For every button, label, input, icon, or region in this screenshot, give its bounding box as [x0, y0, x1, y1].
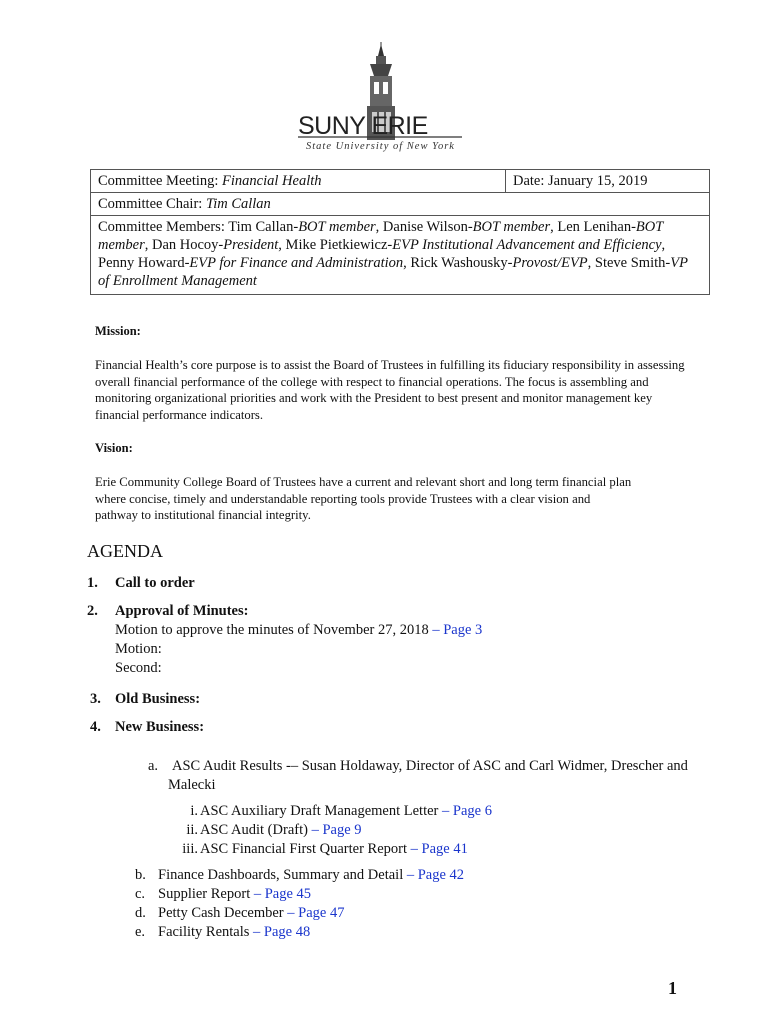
sub-a-i-text: ASC Auxiliary Draft Management Letter – Page 6 [200, 803, 492, 819]
member-separator: , [661, 237, 666, 253]
member-name: Dan Hocoy- [151, 237, 224, 253]
member-role: President [223, 237, 279, 253]
member-separator: , [587, 255, 595, 271]
member-separator: , [278, 237, 286, 253]
sub-a-iii-text: ASC Financial First Quarter Report – Page 41 [200, 841, 468, 857]
agenda-item-4-num: 4. [90, 719, 101, 735]
date-cell: Date: January 15, 2019 [506, 170, 710, 193]
sub-b-letter: b. [135, 867, 146, 883]
page-48-link[interactable]: – Page 48 [253, 924, 311, 940]
member-role: EVP Institutional Advancement and Efficiency [392, 237, 662, 253]
member-role: BOT member [98, 219, 664, 253]
sub-a-text: ASC Audit Results -– Susan Holdaway, Director of ASC and Carl Widmer, Drescher and [172, 758, 688, 774]
sub-a-ii-text: ASC Audit (Draft) – Page 9 [200, 822, 362, 838]
sub-a-text-cont: Malecki [168, 777, 216, 793]
page-42-link[interactable]: – Page 42 [406, 867, 465, 883]
agenda-item-3-title: Old Business: [115, 691, 201, 707]
vision-label: Vision: [95, 441, 133, 455]
member-name: Mike Pietkiewicz- [285, 237, 393, 253]
sub-b-text: Finance Dashboards, Summary and Detail – Page 42 [158, 867, 465, 883]
sub-a-letter: a. [148, 758, 159, 774]
member-name: Steve Smith- [594, 255, 671, 271]
agenda-item-4-title: New Business: [115, 719, 205, 735]
agenda-item-1-title: Call to order [115, 575, 195, 591]
page-9-link[interactable]: – Page 9 [311, 822, 362, 838]
mission-text: Financial Health’s core purpose is to assist the Board of Trustees in fulfilling its fiduciary responsibility in assessing overall financial performance of the college with respect to financial operations. The focus is assembling and monitoring organizational priorities and work with the President to best present and monitor management key financial performance indicators. [95, 358, 685, 422]
agenda-item-2-num: 2. [87, 603, 98, 619]
mission-label: Mission: [95, 324, 141, 338]
page-45-link[interactable]: – Page 45 [253, 886, 312, 902]
member-separator: , [550, 219, 558, 235]
page-6-link[interactable]: – Page 6 [442, 803, 492, 819]
meeting-cell: Committee Meeting: Financial Health [91, 170, 506, 193]
member-role: Provost/EVP [512, 255, 588, 271]
sub-d-text: Petty Cash December – Page 47 [158, 905, 345, 921]
sub-a-i-num: i. [190, 803, 198, 819]
chair-cell: Committee Chair: Tim Callan [91, 193, 710, 216]
member-name: Penny Howard- [98, 255, 190, 271]
chair-name: Tim Callan [205, 196, 271, 212]
sub-c-letter: c. [135, 886, 146, 902]
member-separator: , [375, 219, 383, 235]
member-name: Tim Callan- [228, 219, 299, 235]
agenda-item-3-num: 3. [90, 691, 101, 707]
sub-a-iii-num: iii. [182, 841, 198, 857]
vision-text: Erie Community College Board of Trustees have a current and relevant short and long term financial plan where concise, timely and understandable reporting tools provide Trustees with a clear vision and pathway to institutional financial integrity. [95, 475, 632, 522]
page-number: 1 [668, 978, 677, 998]
sub-c-text: Supplier Report – Page 45 [158, 886, 312, 902]
sub-e-text: Facility Rentals – Page 48 [158, 924, 311, 940]
meeting-name: Financial Health [222, 173, 322, 189]
member-role: VP of Enrollment Management [98, 255, 688, 289]
agenda-item-1-num: 1. [87, 575, 98, 591]
agenda-item-2-title: Approval of Minutes: [115, 603, 249, 619]
member-role: BOT member [298, 219, 376, 235]
page-47-link[interactable]: – Page 47 [287, 905, 345, 921]
member-name: Len Lenihan- [557, 219, 636, 235]
member-role: BOT member [472, 219, 551, 235]
agenda-title: AGENDA [87, 541, 163, 561]
member-separator: , [403, 255, 411, 271]
member-name: Rick Washousky- [410, 255, 513, 271]
logo-subtitle: State University of New York [306, 141, 455, 152]
committee-info-table [90, 169, 710, 295]
member-name: Danise Wilson- [382, 219, 473, 235]
sub-e-letter: e. [135, 924, 146, 940]
member-role: EVP for Finance and Administration [189, 255, 404, 271]
members-cell: Committee Members: Tim Callan-BOT member, Danise Wilson-BOT member, Len Lenihan-BOT member, Dan Hocoy-President, Mike Pietkiewicz-EVP Institutional Advancement and Efficiency, Penny Howard-EVP for Finance and Administration, Rick Washousky-Provost/EVP, Steve Smith-VP of Enrollment Management [91, 216, 710, 295]
motion-line: Motion to approve the minutes of November 27, 2018 – Page 3 [115, 622, 483, 638]
page-41-link[interactable]: – Page 41 [410, 841, 468, 857]
sub-a-ii-num: ii. [186, 822, 198, 838]
minutes-page-link[interactable]: – Page 3 [432, 622, 483, 638]
second-label: Second: [115, 660, 162, 676]
logo-wordmark: SUNY ERIE [298, 112, 428, 140]
sub-d-letter: d. [135, 905, 146, 921]
motion-label: Motion: [115, 641, 162, 657]
member-separator: , [144, 237, 152, 253]
